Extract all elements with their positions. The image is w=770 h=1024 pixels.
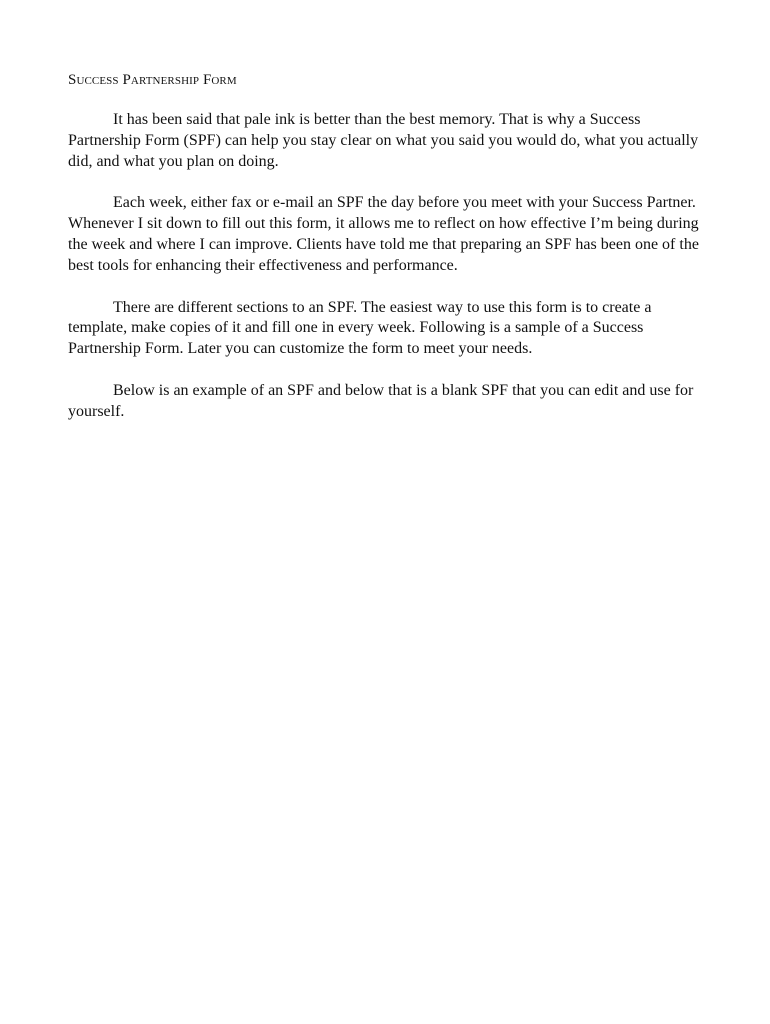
paragraph-weekly-spf: Each week, either fax or e-mail an SPF the day before you meet with your Success Partner. Whenever I sit down to fill out this form, it allows me to reflect on how effective I’m being during the week and where I can improve. Clients have told me that preparing an SPF has been one of the best tools for enhancing their effectiveness and performance. <box>68 194 699 274</box>
paragraph-example: Below is an example of an SPF and below that is a blank SPF that you can edit and use for yourself. <box>68 381 694 420</box>
paragraph-sections: There are different sections to an SPF. The easiest way to use this form is to create a template, make copies of it and fill one in every week. Following is a sample of a Success Partnership Form. Later you can customize the form to meet your needs. <box>68 298 652 358</box>
document-title: Success Partnership Form <box>68 72 237 88</box>
document-body <box>68 70 708 444</box>
paragraph-intro: It has been said that pale ink is better than the best memory. That is why a Success Partnership Form (SPF) can help you stay clear on what you said you would do, what you actually did, and what you plan on doing. <box>68 111 699 170</box>
